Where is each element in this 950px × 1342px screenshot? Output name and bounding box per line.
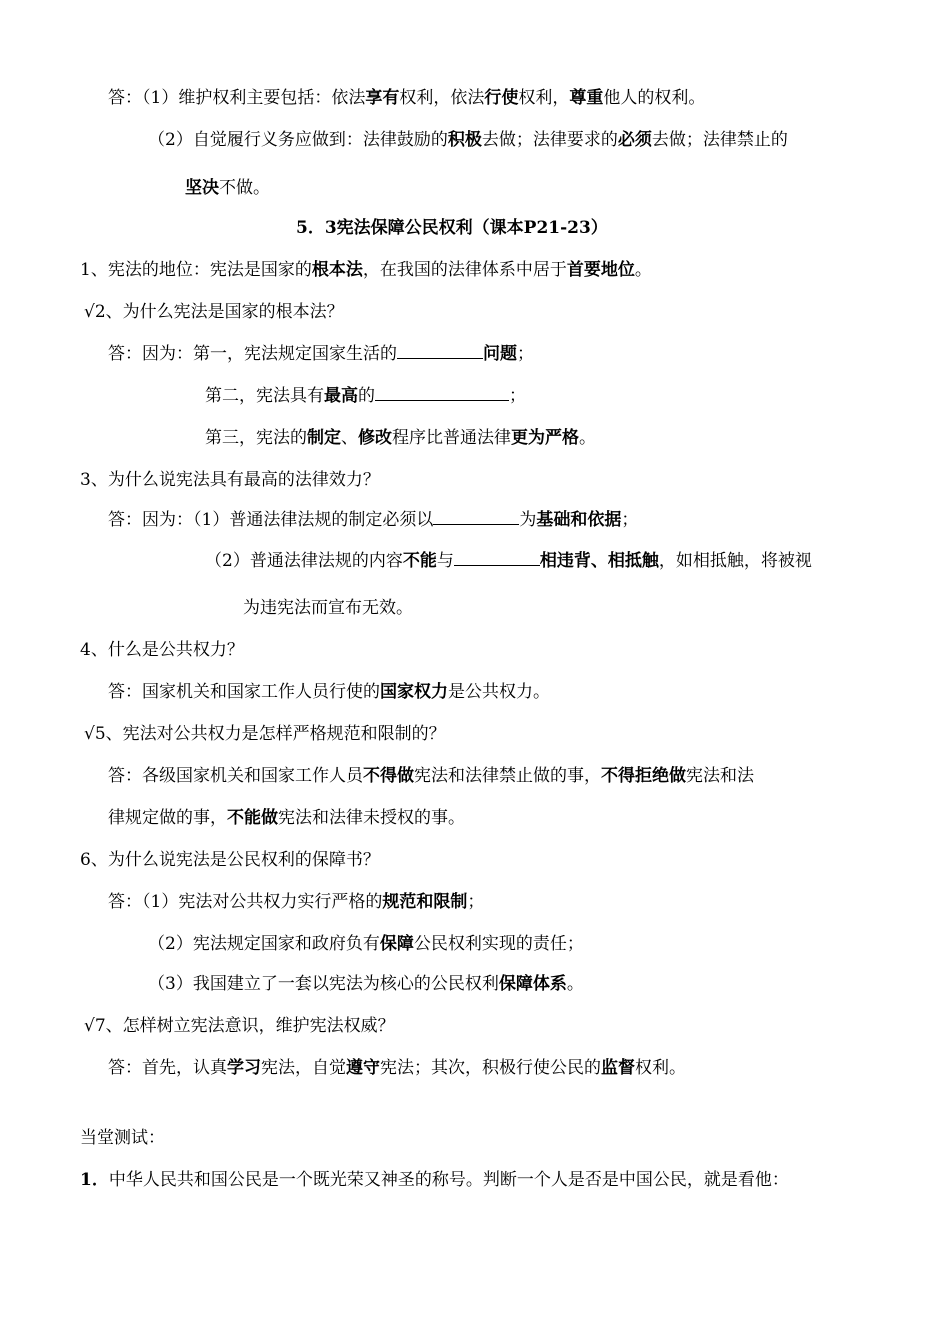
question-7: √7、怎样树立宪法意识，维护宪法权威？ <box>84 1016 395 1036</box>
question-1: 1、宪法的地位：宪法是国家的根本法，在我国的法律体系中居于首要地位。 <box>80 260 652 280</box>
answer-3-second: （2）普通法律法规的内容不能与 相违背、相抵触，如相抵触，将被视 <box>205 551 812 571</box>
answer-duties-line: （2）自觉履行义务应做到：法律鼓励的积极去做；法律要求的必须去做；法律禁止的 <box>148 130 788 150</box>
answer-2-first: 答：因为：第一，宪法规定国家生活的 问题； <box>108 344 534 364</box>
question-5: √5、宪法对公共权力是怎样严格规范和限制的？ <box>84 724 446 744</box>
question-2: √2、为什么宪法是国家的根本法？ <box>84 302 344 322</box>
answer-6-second: （2）宪法规定国家和政府负有保障公民权利实现的责任； <box>148 934 584 954</box>
answer-6-first: 答：（1）宪法对公共权力实行严格的规范和限制； <box>108 892 485 912</box>
answer-2-second: 第二，宪法具有最高的 ； <box>205 386 526 406</box>
answer-duties-continued: 坚决不做。 <box>185 178 270 198</box>
fill-blank[interactable] <box>433 508 519 525</box>
section-heading: 5．3宪法保障公民权利（课本P21-23） <box>296 218 608 238</box>
answer-5-first: 答：各级国家机关和国家工作人员不得做宪法和法律禁止做的事，不得拒绝做宪法和法 <box>108 766 754 786</box>
question-3: 3、为什么说宪法具有最高的法律效力？ <box>80 470 380 490</box>
checkmark-icon: √ <box>84 302 95 322</box>
answer-3-first: 答：因为：（1）普通法律法规的制定必须以 为基础和依据； <box>108 510 639 530</box>
question-4: 4、什么是公共权力？ <box>80 640 244 660</box>
quiz-question-1: 1．中华人民共和国公民是一个既光荣又神圣的称号。判断一个人是否是中国公民，就是看他： <box>80 1170 789 1190</box>
answer-rights-line: 答：（1）维护权利主要包括：依法享有权利，依法行使权利，尊重他人的权利。 <box>108 88 706 108</box>
answer-7: 答：首先，认真学习宪法，自觉遵守宪法；其次，积极行使公民的监督权利。 <box>108 1058 686 1078</box>
answer-6-third: （3）我国建立了一套以宪法为核心的公民权利保障体系。 <box>148 974 584 994</box>
fill-blank[interactable] <box>397 342 483 359</box>
fill-blank[interactable] <box>454 549 540 566</box>
answer-4: 答：国家机关和国家工作人员行使的国家权力是公共权力。 <box>108 682 550 702</box>
checkmark-icon: √ <box>84 724 95 744</box>
question-6: 6、为什么说宪法是公民权利的保障书？ <box>80 850 380 870</box>
answer-2-third: 第三，宪法的制定、修改程序比普通法律更为严格。 <box>205 428 596 448</box>
answer-5-continued: 律规定做的事，不能做宪法和法律未授权的事。 <box>108 808 465 828</box>
answer-3-continued: 为违宪法而宣布无效。 <box>243 598 413 618</box>
quiz-heading: 当堂测试： <box>80 1128 165 1148</box>
checkmark-icon: √ <box>84 1016 95 1036</box>
fill-blank[interactable] <box>375 384 509 401</box>
